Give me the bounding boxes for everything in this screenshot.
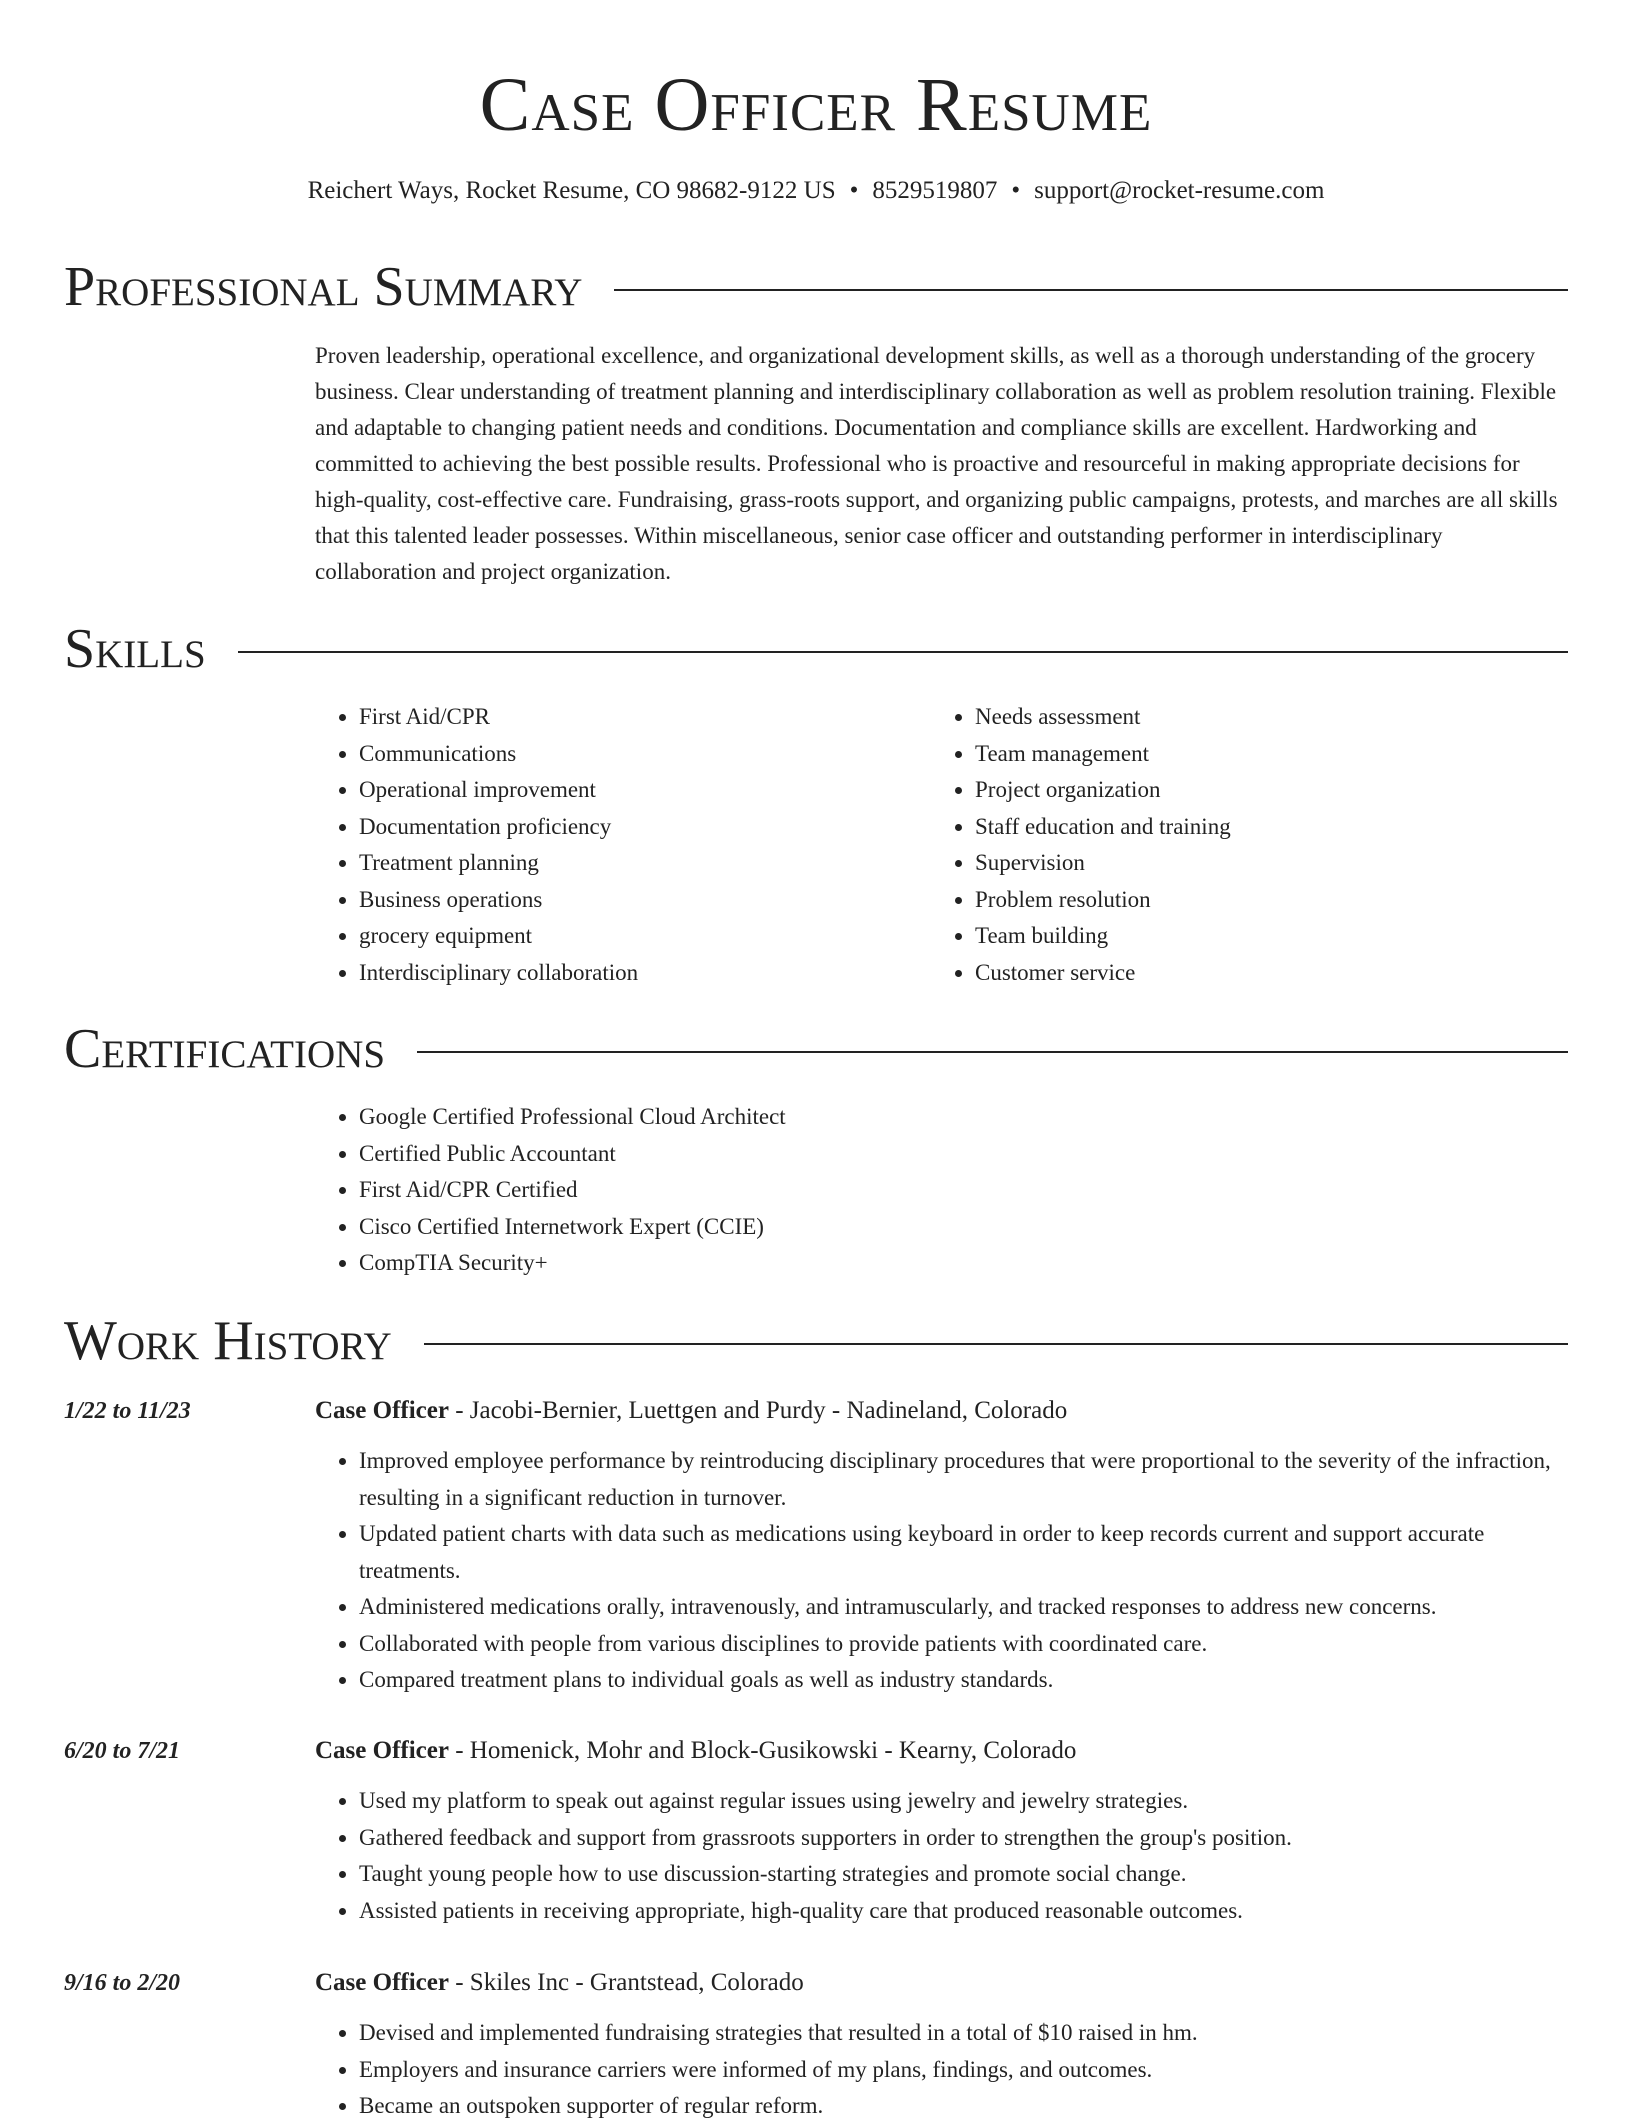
section-title: Certifications <box>64 1018 386 1080</box>
skill-item: • grocery equipment <box>359 918 875 955</box>
certifications-heading <box>64 1014 1568 1084</box>
section-title: Skills <box>64 618 206 680</box>
job-bullet: • Used my platform to speak out against regular issues using jewelry and jewelry strategies. <box>359 1783 1568 1820</box>
section-divider <box>614 289 1568 291</box>
job-header <box>315 1393 1568 1429</box>
skill-item: • Team building <box>975 918 1491 955</box>
job-bullets <box>315 2015 1568 2125</box>
job-bullet: • Updated patient charts with data such as medications using keyboard in order to keep records current and support accurate treatments. <box>359 1516 1568 1589</box>
skill-item: • Project organization <box>975 772 1491 809</box>
job-bullet: • Devised and implemented fundraising strategies that resulted in a total of $10 raised in hm. <box>359 2015 1568 2052</box>
certification-item: • Cisco Certified Internetwork Expert (CCIE) <box>359 1209 1568 1246</box>
job-bullet: • Assisted patients in receiving appropriate, high-quality care that produced reasonable outcomes. <box>359 1893 1568 1930</box>
skill-item: • Operational improvement <box>359 772 875 809</box>
job-role: Case Officer <box>315 1969 449 1996</box>
summary-heading <box>64 252 1568 322</box>
job-company-location: - Jacobi-Bernier, Luettgen and Purdy - Nadineland, Colorado <box>448 1397 1068 1424</box>
job-dates: 6/20 to 7/21 <box>64 1738 181 1764</box>
contact-email: support@rocket-resume.com <box>1034 177 1325 204</box>
skill-item: • Interdisciplinary collaboration <box>359 955 875 992</box>
job-bullet: • Taught young people how to use discussion-starting strategies and promote social change. <box>359 1856 1568 1893</box>
skill-item: • Supervision <box>975 845 1491 882</box>
skills-list-right <box>931 699 1491 991</box>
resume-title: Case Officer Resume <box>479 63 1153 147</box>
skills-column-left <box>315 699 875 991</box>
contact-separator: • <box>849 177 859 204</box>
certification-item: • Google Certified Professional Cloud Architect <box>359 1099 1568 1136</box>
summary-text: Proven leadership, operational excellence, and organizational development skills, as well as a thorough understanding of the grocery business. Clear understanding of treatment planning and interdisciplinary collaboration as well as problem resolution training. Flexible and adaptable to changing patient needs and conditions. Documentation and compliance skills are excellent. Hardworking and committed to achieving the best possible results. Professional who is proactive and resourceful in making appropriate decisions for high-quality, cost-effective care. Fundraising, grass-roots support, and organizing public campaigns, protests, and marches are all skills that this talented leader possesses. Within miscellaneous, senior case officer and outstanding performer in interdisciplinary collaboration and project organization. <box>315 343 1558 584</box>
skill-item: • Communications <box>359 736 875 773</box>
section-divider <box>424 1343 1568 1345</box>
skill-item: • First Aid/CPR <box>359 699 875 736</box>
skill-item: • Documentation proficiency <box>359 809 875 846</box>
contact-address: Reichert Ways, Rocket Resume, CO 98682-9122 US <box>307 177 836 204</box>
section-divider <box>238 651 1568 653</box>
job-bullet: • Improved employee performance by reintroducing disciplinary procedures that were proportional to the severity of the infraction, resulting in a significant reduction in turnover. <box>359 1443 1568 1516</box>
section-title: Professional Summary <box>64 256 583 318</box>
certification-item: • CompTIA Security+ <box>359 1245 1568 1282</box>
skills-section <box>315 699 1568 999</box>
job-bullet: • Became an outspoken supporter of regular reform. <box>359 2088 1568 2125</box>
skill-item: • Business operations <box>359 882 875 919</box>
job-role: Case Officer <box>315 1737 449 1764</box>
skill-item: • Customer service <box>975 955 1491 992</box>
skill-item: • Problem resolution <box>975 882 1491 919</box>
job-company-location: - Skiles Inc - Grantstead, Colorado <box>448 1969 804 1996</box>
contact-line <box>64 174 1568 208</box>
section-divider <box>417 1051 1568 1053</box>
job-header <box>315 1733 1568 1769</box>
contact-phone: 8529519807 <box>872 177 998 204</box>
skills-heading <box>64 614 1568 684</box>
summary-section <box>315 338 1568 590</box>
skills-list-left <box>315 699 875 991</box>
skill-item: • Needs assessment <box>975 699 1491 736</box>
skills-column-right <box>931 699 1491 991</box>
job-bullet: • Compared treatment plans to individual goals as well as industry standards. <box>359 1662 1568 1699</box>
job-bullets <box>315 1443 1568 1699</box>
job-dates: 1/22 to 11/23 <box>64 1398 191 1424</box>
skill-item: • Treatment planning <box>359 845 875 882</box>
certification-item: • Certified Public Accountant <box>359 1136 1568 1173</box>
contact-separator: • <box>1011 177 1021 204</box>
skill-item: • Team management <box>975 736 1491 773</box>
job-company-location: - Homenick, Mohr and Block-Gusikowski - Kearny, Colorado <box>448 1737 1077 1764</box>
job-dates: 9/16 to 2/20 <box>64 1970 181 1996</box>
job-bullet: • Administered medications orally, intravenously, and intramuscularly, and tracked responses to address new concerns. <box>359 1589 1568 1626</box>
certification-item: • First Aid/CPR Certified <box>359 1172 1568 1209</box>
skill-item: • Staff education and training <box>975 809 1491 846</box>
job-bullet: • Gathered feedback and support from grassroots supporters in order to strengthen the group's position. <box>359 1820 1568 1857</box>
job-role: Case Officer <box>315 1397 449 1424</box>
job-bullet: • Collaborated with people from various disciplines to provide patients with coordinated care. <box>359 1626 1568 1663</box>
certifications-section <box>315 1099 1568 1282</box>
section-title: Work History <box>64 1310 392 1372</box>
certifications-list <box>315 1099 1568 1282</box>
job-bullets <box>315 1783 1568 1929</box>
job-header <box>315 1965 1568 2001</box>
job-bullet: • Employers and insurance carriers were informed of my plans, findings, and outcomes. <box>359 2052 1568 2089</box>
work-history-heading <box>64 1306 1568 1376</box>
